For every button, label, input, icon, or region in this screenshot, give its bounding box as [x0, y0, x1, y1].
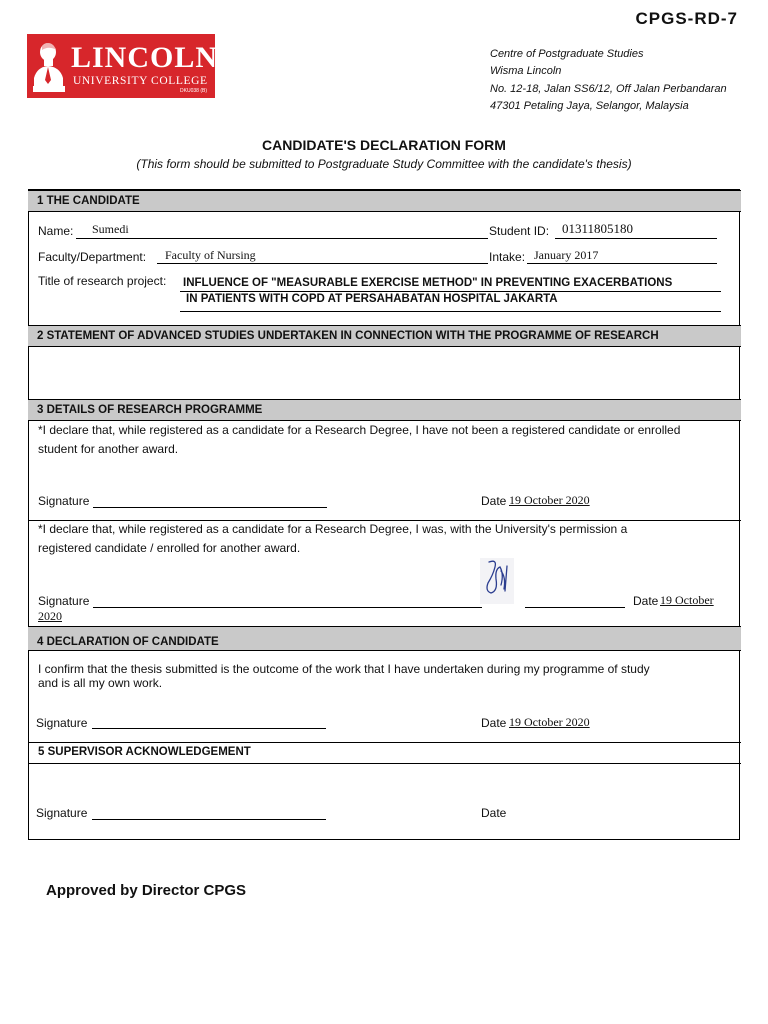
date-label-2: Date — [633, 594, 659, 608]
declaration-1-line2: student for another award. — [38, 441, 179, 456]
confirmation-line2: and is all my own work. — [38, 676, 163, 690]
signature-line-3[interactable] — [92, 728, 326, 729]
form-code: CPGS-RD-7 — [635, 9, 738, 28]
faculty-label: Faculty/Department: — [38, 250, 147, 264]
date-field-3[interactable]: 19 October 2020 — [509, 715, 590, 729]
project-label: Title of research project: — [38, 274, 167, 288]
extra-line — [525, 607, 625, 608]
name-field[interactable]: Sumedi — [92, 222, 129, 236]
signature-label-3: Signature — [36, 716, 88, 730]
intake-label: Intake: — [489, 250, 526, 264]
declaration-1-line1: *I declare that, while registered as a candidate for a Research Degree, I have not been a registered candidate or enrolled — [38, 423, 681, 437]
faculty-field[interactable]: Faculty of Nursing — [165, 248, 256, 262]
approved-by: Approved by Director CPGS — [46, 882, 247, 899]
student-id-label: Student ID: — [489, 224, 550, 238]
signature-line-1[interactable] — [93, 507, 327, 508]
declaration-2-line1: *I declare that, while registered as a candidate for a Research Degree, I was, with the University's permission a — [38, 522, 628, 536]
divider — [28, 742, 741, 743]
signature-line-4[interactable] — [92, 819, 326, 820]
date-label-1: Date — [481, 494, 507, 508]
declaration-2-line2: registered candidate / enrolled for another award. — [38, 540, 301, 555]
date-field-2b[interactable]: 2020 — [38, 609, 62, 623]
address-block — [490, 46, 727, 115]
intake-underline — [527, 263, 717, 264]
signature-label-2: Signature — [38, 594, 90, 608]
section1-heading: 1 THE CANDIDATE — [28, 190, 741, 212]
section5-heading: 5 SUPERVISOR ACKNOWLEDGEMENT — [38, 746, 251, 758]
declaration-2 — [38, 520, 627, 557]
project-underline-1 — [180, 291, 721, 292]
address-line: 47301 Petaling Jaya, Selangor, Malaysia — [490, 99, 689, 112]
project-title-line2[interactable]: IN PATIENTS WITH COPD AT PERSAHABATAN HOSPITAL JAKARTA — [186, 293, 558, 305]
project-title-line1[interactable]: INFLUENCE OF "MEASURABLE EXERCISE METHOD" IN PREVENTING EXACERBATIONS — [183, 277, 673, 289]
date-label-4: Date — [481, 806, 507, 820]
form-subtitle: (This form should be submitted to Postgraduate Study Committee with the candidate's thesis) — [136, 157, 632, 171]
signature-label-1: Signature — [38, 494, 90, 508]
signature-label-4: Signature — [36, 806, 88, 820]
handwritten-signature — [480, 558, 514, 604]
section2-heading: 2 STATEMENT OF ADVANCED STUDIES UNDERTAKEN IN CONNECTION WITH THE PROGRAMME OF RESEARCH — [28, 325, 741, 347]
faculty-underline — [157, 263, 488, 264]
section4-heading: 4 DECLARATION OF CANDIDATE — [28, 626, 741, 651]
declaration-1 — [38, 421, 680, 458]
divider — [28, 763, 741, 764]
logo-name: LINCOLN — [71, 41, 219, 74]
confirmation-line1: I confirm that the thesis submitted is the outcome of the work that I have undertaken during my programme of study — [38, 662, 650, 676]
name-label: Name: — [38, 224, 74, 238]
intake-field[interactable]: January 2017 — [534, 248, 599, 262]
student-id-field[interactable]: 01311805180 — [562, 221, 634, 236]
form-title: CANDIDATE'S DECLARATION FORM — [262, 137, 506, 153]
address-line: No. 12-18, Jalan SS6/12, Off Jalan Perbandaran — [490, 82, 727, 95]
date-label-3: Date — [481, 716, 507, 730]
signature-line-2[interactable] — [93, 607, 482, 608]
address-line: Wisma Lincoln — [490, 65, 562, 78]
logo-subtitle: UNIVERSITY COLLEGE — [73, 75, 208, 87]
name-underline — [76, 238, 488, 239]
bust-icon — [33, 40, 67, 92]
project-underline-2 — [180, 311, 721, 312]
logo-code: DKU038 (B) — [180, 88, 207, 94]
address-line: Centre of Postgraduate Studies — [490, 48, 644, 60]
confirmation-text — [38, 662, 650, 690]
section3-heading: 3 DETAILS OF RESEARCH PROGRAMME — [28, 399, 741, 421]
date-field-1[interactable]: 19 October 2020 — [509, 493, 590, 507]
student-id-underline — [555, 238, 717, 239]
university-logo — [27, 34, 219, 98]
date-field-2a[interactable]: 19 October — [660, 593, 714, 607]
